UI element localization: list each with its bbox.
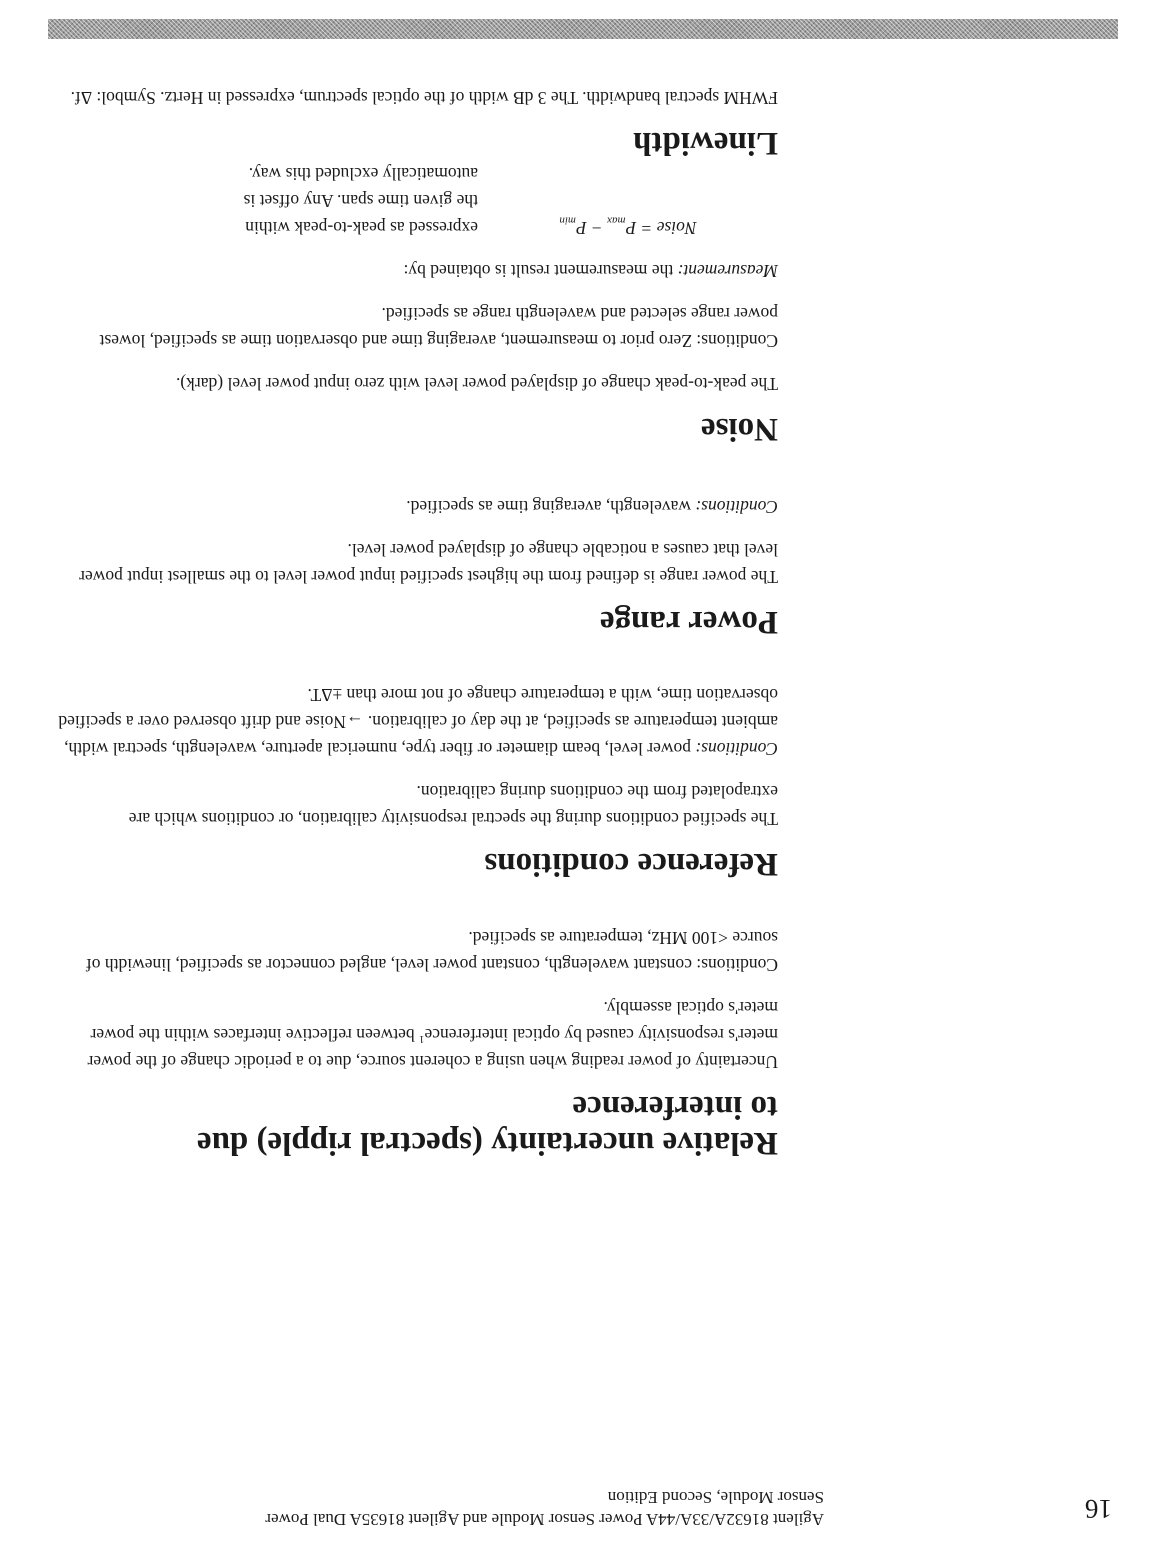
footnote-marker: 1 xyxy=(418,1032,425,1045)
running-header-line: Agilent 81632A/33A/44A Power Sensor Module and Agilent 81635A Dual Power xyxy=(265,1510,824,1529)
section-heading: Linewidth xyxy=(633,125,778,161)
paragraph: FWHM spectral bandwidth. The 3 dB width of the optical spectrum, expressed in Hertz. Symbol: Δf. xyxy=(70,88,778,108)
noise-formula xyxy=(478,207,778,242)
paragraph-text: power level, beam diameter or fiber type, numerical aperture, wavelength, spectral width, ambient temperature as specified, at the day of calibration. →Noise and drift observed over a specified observation time, with a temperature change of not more than ±ΔT. xyxy=(58,685,778,759)
section-heading: Power range xyxy=(599,604,778,640)
section-interference xyxy=(58,908,778,1161)
heading-line: Relative uncertainty (spectral ripple) due xyxy=(196,1125,778,1161)
formula-text: − P xyxy=(575,218,608,238)
decorative-band xyxy=(48,19,1118,39)
section-linewidth xyxy=(58,68,778,161)
section-heading: Reference conditions xyxy=(484,846,778,882)
formula-text: Noise = P xyxy=(625,218,697,238)
conditions-label: Conditions: xyxy=(695,497,778,517)
formula-subscript: min xyxy=(559,214,576,227)
paragraph xyxy=(58,681,778,762)
paragraph: Conditions: constant wavelength, constant power level, angled connector as specified, linewidth of source <100 MHz, temperature as specified. xyxy=(85,928,778,975)
section-heading: Noise xyxy=(701,411,778,447)
paragraph-text: between reflective interfaces within the power meter's optical assembly. xyxy=(90,998,778,1045)
paragraph-text: the measurement result is obtained by: xyxy=(403,261,678,281)
formula-subscript: max xyxy=(607,214,626,227)
formula-note: expressed as peak-to-peak within the given time span. Any offset is automatically excluded this way. xyxy=(243,164,478,238)
paragraph: The specified conditions during the spectral responsivity calibration, or conditions which are extrapolated from the conditions during calibration. xyxy=(128,782,778,829)
paragraph xyxy=(58,994,778,1075)
running-header-line: Sensor Module, Second Edition xyxy=(607,1488,824,1507)
paragraph: Conditions: Zero prior to measurement, averaging time and observation time as specified, lowest power range selected and wavelength range as specified. xyxy=(99,304,778,351)
paragraph-text: Uncertainty of power reading when using a coherent source, due to a periodic change of the power meter's responsivity caused by optical interference xyxy=(87,1025,778,1072)
noise-formula-row xyxy=(58,160,778,241)
page-number: 16 xyxy=(1085,1494,1112,1524)
heading-line: to interference xyxy=(572,1089,778,1125)
paragraph: The power range is defined from the highest specified input power level to the smallest input power level that causes a noticable change of displayed power level. xyxy=(79,540,778,587)
paragraph xyxy=(58,257,778,284)
section-reference-conditions xyxy=(58,665,778,882)
measurement-label: Measurement: xyxy=(677,261,778,281)
section-heading xyxy=(58,1089,778,1161)
paragraph-text: wavelength, averaging time as specified. xyxy=(406,497,696,517)
paragraph: The peak-to-peak change of displayed power level with zero input power level (dark). xyxy=(175,374,778,394)
section-power-range xyxy=(58,477,778,640)
running-header xyxy=(54,1486,824,1530)
paragraph xyxy=(58,493,778,520)
section-noise xyxy=(58,144,778,447)
conditions-label: Conditions: xyxy=(695,739,778,759)
